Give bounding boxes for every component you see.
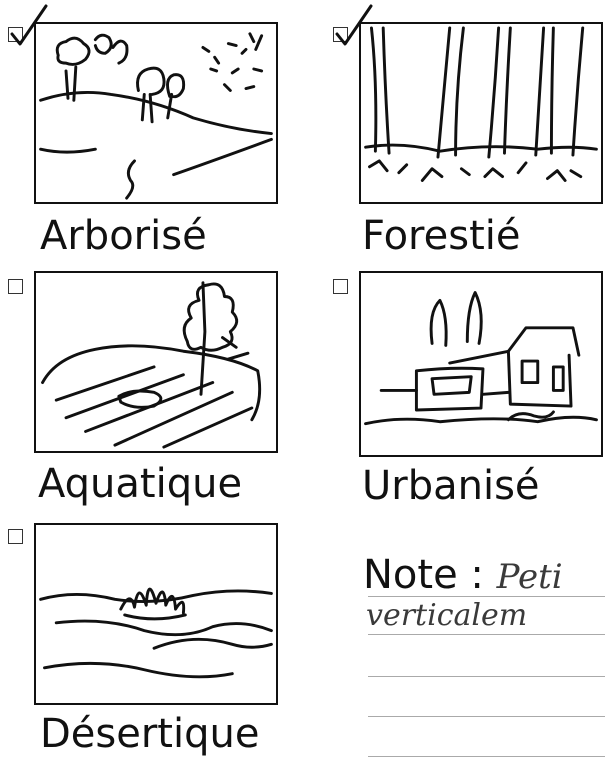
- label-aquatique: Aquatique: [38, 461, 243, 507]
- note-field: [363, 552, 563, 598]
- note-rule: [368, 716, 605, 717]
- desert-bush-icon: [36, 525, 276, 703]
- checkbox-aquatique[interactable]: [8, 279, 23, 294]
- checkbox-urbanise[interactable]: [333, 279, 348, 294]
- label-forestie: Forestié: [362, 213, 521, 259]
- illustration-forestie: [359, 22, 603, 204]
- note-label: Note :: [363, 552, 484, 598]
- tree-landscape-icon: [36, 24, 276, 202]
- label-desertique: Désertique: [40, 711, 260, 757]
- water-island-icon: [36, 273, 276, 451]
- illustration-urbanise: [359, 271, 603, 457]
- label-arborise: Arborisé: [40, 213, 207, 259]
- checkbox-desertique[interactable]: [8, 529, 23, 544]
- forest-icon: [361, 24, 601, 202]
- note-handwriting-line1: Peti: [496, 557, 563, 597]
- buildings-icon: [361, 273, 601, 455]
- note-rule: [368, 634, 605, 635]
- note-handwriting-line2: verticalem: [366, 598, 528, 633]
- note-rule: [368, 756, 605, 757]
- illustration-arborise: [34, 22, 278, 204]
- illustration-aquatique: [34, 271, 278, 453]
- note-rule: [368, 676, 605, 677]
- label-urbanise: Urbanisé: [362, 463, 540, 509]
- illustration-desertique: [34, 523, 278, 705]
- note-rule: [368, 596, 605, 597]
